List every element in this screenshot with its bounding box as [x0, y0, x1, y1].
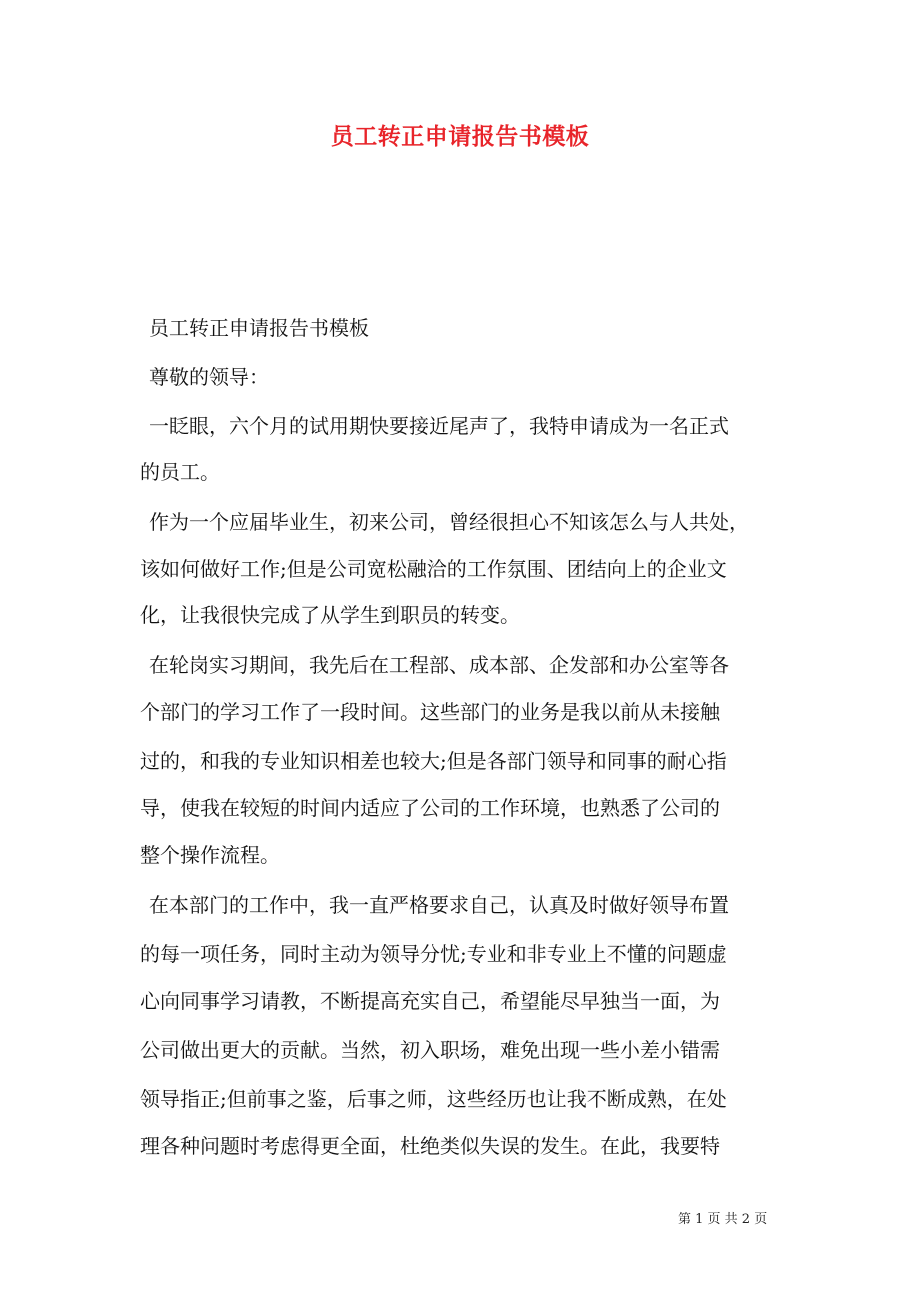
body-line: 理各种问题时考虑得更全面，杜绝类似失误的发生。在此，我要特	[140, 1134, 720, 1158]
page-number-footer: 第 1 页 共 2 页	[678, 1212, 768, 1227]
body-line: 的每一项任务，同时主动为领导分忧;专业和非专业上不懂的问题虚	[140, 942, 727, 966]
body-line: 公司做出更大的贡献。当然，初入职场，难免出现一些小差小错需	[140, 1038, 720, 1062]
body-line: 的员工。	[140, 460, 220, 484]
document-title: 员工转正申请报告书模板	[330, 123, 590, 150]
body-line: 员工转正申请报告书模板	[149, 316, 369, 340]
body-line: 该如何做好工作;但是公司宽松融洽的工作氛围、团结向上的企业文	[140, 557, 727, 581]
body-line: 心向同事学习请教，不断提高充实自己，希望能尽早独当一面，为	[140, 989, 720, 1013]
body-line: 个部门的学习工作了一段时间。这些部门的业务是我以前从未接触	[140, 700, 720, 724]
body-line: 作为一个应届毕业生，初来公司，曾经很担心不知该怎么与人共处，	[149, 510, 749, 534]
body-line: 过的，和我的专业知识相差也较大;但是各部门领导和同事的耐心指	[140, 749, 727, 773]
body-line: 整个操作流程。	[140, 843, 280, 867]
body-line: 化，让我很快完成了从学生到职员的转变。	[140, 603, 520, 627]
body-line: 在轮岗实习期间，我先后在工程部、成本部、企发部和办公室等各	[149, 653, 729, 677]
body-line: 在本部门的工作中，我一直严格要求自己，认真及时做好领导布置	[149, 893, 729, 917]
body-line: 导，使我在较短的时间内适应了公司的工作环境，也熟悉了公司的	[140, 796, 720, 820]
body-line: 一眨眼，六个月的试用期快要接近尾声了，我特申请成为一名正式	[149, 414, 729, 438]
body-line: 领导指正;但前事之鉴，后事之师，这些经历也让我不断成熟，在处	[140, 1087, 727, 1111]
body-line: 尊敬的领导：	[149, 365, 269, 389]
